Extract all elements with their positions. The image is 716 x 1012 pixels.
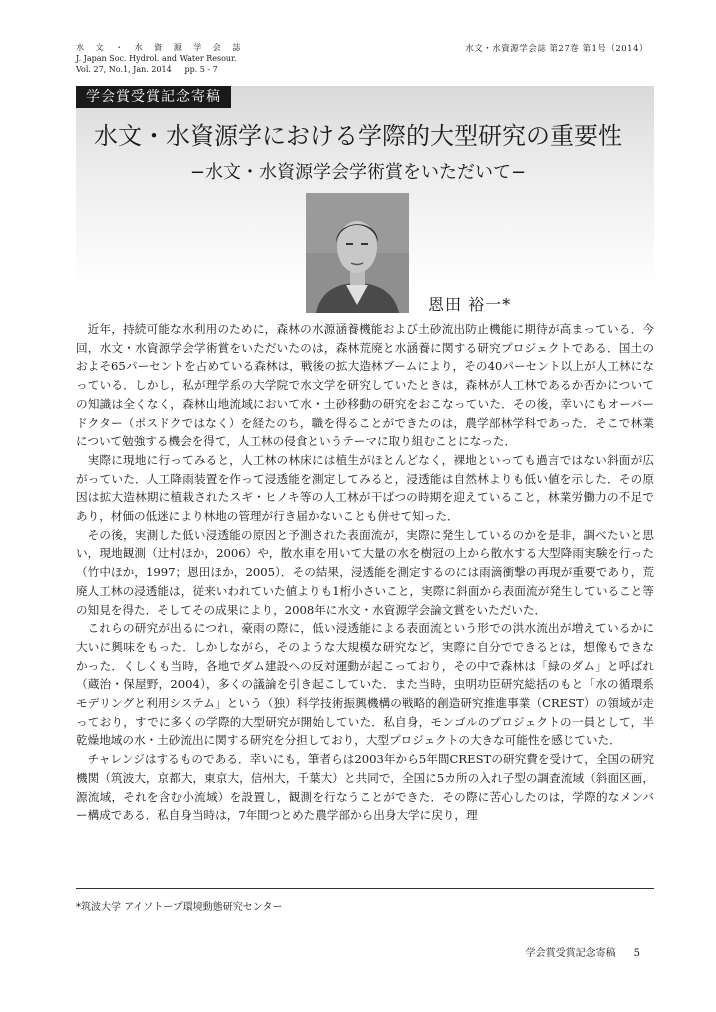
- volume-line: Vol. 27, No.1, Jan. 2014 pp. 5 - 7: [76, 65, 218, 74]
- footnote-rule: [76, 888, 654, 889]
- article-body: [76, 320, 654, 825]
- page-footer: [526, 944, 640, 959]
- footer-section: 学会賞受賞記念寄稿: [525, 948, 616, 959]
- article-subtitle: −水文・水資源学会学術賞をいただいて−: [189, 162, 527, 183]
- journal-title-en: J. Japan Soc. Hydrol. and Water Resour.: [76, 54, 237, 63]
- author-photo: [306, 193, 409, 313]
- running-citation: 水文・水資源学会誌 第27巻 第1号（2014）: [465, 44, 648, 54]
- category-label: 学会賞受賞記念寄稿: [76, 86, 231, 108]
- body-paragraph: その後，実測した低い浸透能の原因と予測された表面流が，実際に発生しているのかを是非，調べたいと思い，現地観測（辻村ほか，2006）や，散水車を用いて大量の水を樹冠の上から散水する大型降雨実験を行った（竹中ほか，1997；恩田ほか，2005）．その結果，浸透能を測定するのには雨滴衝撃の再現が重要であり，荒廃人工林の浸透能は，従来いわれていた値よりも1桁小さいこと，実際に斜面から表面流が発生していること等の知見を得た．そしてその成果により，2008年に水文・水資源学会論文賞をいただいた．: [76, 527, 654, 617]
- journal-title-jp: 水 文 ・ 水 資 源 学 会 誌: [76, 43, 245, 52]
- footnote-affiliation: *筑波大学 アイソトープ環境動態研究センター: [76, 902, 283, 913]
- author-name: 恩田 裕一*: [428, 295, 512, 314]
- body-paragraph: これらの研究が出るにつれ，豪雨の際に，低い浸透能による表面流という形での洪水流出が増えているかに大いに興味をもった．しかしながら，そのような大規模な研究など，実際に自分でできるとは，想像もできなかった．くしくも当時，各地でダム建設への反対運動が起こっており，その中で森林は「緑のダム」と呼ばれ（蔵治・保屋野，2004），多くの議論を引き起こしていた．また当時，虫明功臣研究総括のもと「水の循環系モデリングと利用システム」という（独）科学技術振興機構の戦略的創造研究推進事業（CREST）の領域が走っており，すでに多くの学際的大型研究が開始していた．私自身，モンゴルのプロジェクトの一員として，半乾燥地域の水・土砂流出に関する研究を分担しており，大型プロジェクトの大きな可能性を感じていた．: [76, 621, 654, 748]
- page-number: 5: [633, 948, 640, 959]
- article-title: 水文・水資源学における学際的大型研究の重要性: [94, 122, 622, 150]
- body-paragraph: チャレンジはするものである．幸いにも，筆者らは2003年から5年間CRESTの研究費を受けて，全国の研究機関（筑波大，京都大，東京大，信州大，千葉大）と共同で，全国に5カ所の入れ子型の調査流域（斜面区画，源流域，それを含む小流域）を設置し，観測を行なうことができた．その際に苦心したのは，学際的なメンバー構成である．私自身当時は，7年間つとめた農学部から出身大学に戻り，理: [76, 752, 654, 823]
- body-paragraph: 近年，持続可能な水利用のために，森林の水源涵養機能および土砂流出防止機能に期待が高まっている．今回，水文・水資源学会学術賞をいただいたのは，森林荒廃と水涵養に関する研究プロジェクトである．国土のおよそ65パーセントを占めている森林は，戦後の拡大造林ブームにより，その40パーセント以上が人工林になっている．しかし，私が理学系の大学院で水文学を研究していたときは，森林が人工林であるか否かについての知識は全くなく，森林山地流域において水・土砂移動の研究をおこなっていた．その後，幸いにもオーバードクター（ポスドクではなく）を経たのち，職を得ることができたのは，農学部林学科であった．そこで林業について勉強する機会を得て，人工林の侵食というテーマに取り組むことになった．: [76, 322, 654, 449]
- body-paragraph: 実際に現地に行ってみると，人工林の林床には植生がほとんどなく，裸地といっても過言ではない斜面が広がっていた．人工降雨装置を作って浸透能を測定してみると，浸透能は自然林よりも低い値を示した．その原因は拡大造林期に植栽されたスギ・ヒノキ等の人工林が干ばつの時期を迎えていること，林業労働力の不足であり，材価の低迷により林地の管理が行き届かないことも併せて知った．: [76, 452, 654, 524]
- journal-header: [76, 42, 245, 75]
